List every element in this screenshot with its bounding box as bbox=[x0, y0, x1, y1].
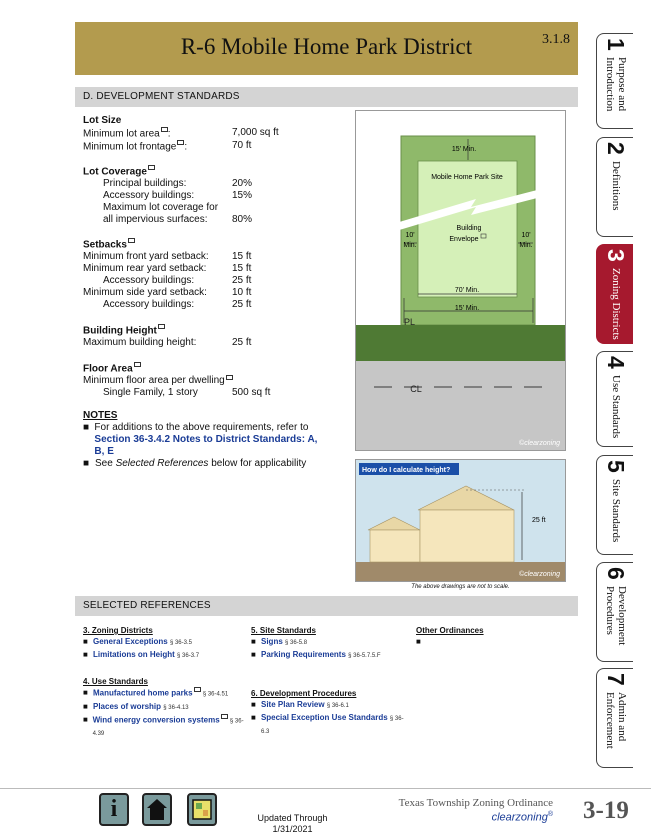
reference-heading[interactable]: 4. Use Standards bbox=[83, 677, 148, 686]
footnote-icon[interactable] bbox=[148, 165, 155, 170]
side-setback-left-label: 10' bbox=[405, 232, 415, 239]
standard-row: Minimum lot frontage : 70 ft bbox=[83, 140, 252, 153]
ordinance-name: Texas Township Zoning Ordinance bbox=[398, 797, 553, 809]
property-line-label: PL bbox=[404, 317, 416, 327]
notes-district-standards-link[interactable]: Section 36-3.4.2 Notes to District Standards: A, B, E bbox=[94, 434, 318, 457]
standard-row bbox=[83, 202, 283, 214]
section-number: 3.1.8 bbox=[542, 32, 570, 47]
list-item: ■ Parking Requirements § 36-5.7.5.F bbox=[251, 650, 381, 659]
footnote-icon[interactable] bbox=[226, 375, 233, 380]
height-diagram bbox=[355, 459, 566, 582]
reference-link[interactable]: Signs bbox=[261, 637, 283, 646]
standard-row bbox=[83, 263, 251, 275]
standard-value: 7,000 sq ft bbox=[232, 127, 279, 138]
height-diagram-svg bbox=[356, 460, 565, 581]
standard-label: Minimum front yard setback: bbox=[83, 251, 209, 263]
references-use bbox=[83, 676, 248, 740]
standard-label: Accessory buildings: bbox=[103, 299, 195, 311]
footnote-icon[interactable] bbox=[134, 362, 141, 367]
list-item: ■ Manufactured home parks § 36-4.51 bbox=[83, 688, 229, 698]
updated-date: 1/31/2021 bbox=[272, 824, 313, 834]
brand-text: clearzoning bbox=[491, 811, 548, 824]
reference-link[interactable]: Places of worship bbox=[93, 701, 162, 711]
tab-label: Zoning Districts bbox=[610, 267, 622, 340]
reference-link[interactable]: Limitations on Height bbox=[93, 650, 175, 659]
reference-link[interactable]: Wind energy conversion systems bbox=[92, 715, 220, 725]
footnote-icon[interactable] bbox=[158, 324, 165, 329]
tab-zoning-districts[interactable] bbox=[596, 244, 633, 344]
standard-label: Minimum side yard setback: bbox=[83, 287, 207, 299]
tab-admin-enforcement[interactable] bbox=[596, 668, 633, 768]
brand-mark: ® bbox=[547, 811, 553, 818]
tab-label: Purpose and Introduction bbox=[604, 56, 628, 112]
setbacks-heading: Setbacks bbox=[83, 239, 127, 251]
standard-label: Maximum lot coverage for bbox=[103, 202, 219, 214]
tab-site-standards[interactable] bbox=[596, 455, 633, 555]
lot-setback-diagram bbox=[355, 110, 566, 451]
reference-link[interactable]: Manufactured home parks bbox=[93, 688, 193, 698]
reference-section: § 36-3.5 bbox=[169, 640, 192, 646]
list-item: ■ bbox=[416, 637, 421, 646]
standard-value: 500 sq ft bbox=[232, 387, 271, 399]
tab-number: 5 bbox=[603, 460, 629, 473]
map-icon[interactable] bbox=[187, 793, 217, 826]
site-label: Mobile Home Park Site bbox=[431, 174, 503, 181]
side-setback-right-label: Min. bbox=[519, 242, 533, 249]
standard-value: 80% bbox=[232, 214, 253, 226]
reference-heading[interactable]: 6. Development Procedures bbox=[251, 689, 357, 698]
envelope-label: Building bbox=[456, 225, 482, 232]
standard-row bbox=[83, 251, 251, 263]
selected-references-bar: SELECTED REFERENCES bbox=[75, 596, 578, 616]
list-item: ■ Special Exception Use Standards § 36-6.3 bbox=[251, 713, 404, 735]
list-item: ■ See Selected References below for applicability bbox=[83, 458, 307, 469]
list-item: ■ For additions to the above requirements, refer to Section 36-3.4.2 Notes to District Standards: A, B, E bbox=[83, 422, 318, 457]
lot-size-block bbox=[83, 115, 279, 154]
standard-row bbox=[83, 190, 283, 202]
reference-section: § 36-4.13 bbox=[163, 704, 189, 711]
page-title: R-6 Mobile Home Park District bbox=[180, 34, 473, 59]
standard-label: Minimum lot frontage bbox=[83, 141, 177, 153]
floor-area-block bbox=[83, 362, 270, 399]
standard-value: 10 ft bbox=[232, 287, 252, 299]
standard-value: 25 ft bbox=[232, 337, 252, 349]
note-text: See bbox=[95, 458, 116, 469]
standard-value: 15 ft bbox=[232, 251, 252, 263]
footnote-icon[interactable] bbox=[177, 140, 184, 145]
front-setback-label: 15' Min. bbox=[451, 146, 477, 153]
note-emphasis: Selected References bbox=[115, 458, 209, 469]
reference-heading[interactable]: 3. Zoning Districts bbox=[83, 626, 153, 635]
tab-label: Admin and Enforcement bbox=[604, 691, 628, 749]
lot-width-label: 70' Min. bbox=[454, 287, 480, 294]
standard-label: Single Family, 1 story bbox=[103, 387, 198, 399]
list-item: ■ Signs § 36-5.8 bbox=[251, 637, 308, 646]
reference-heading[interactable]: Other Ordinances bbox=[416, 626, 484, 635]
map-glyph bbox=[189, 795, 215, 824]
tab-label: Site Standards bbox=[610, 478, 622, 543]
page-header bbox=[75, 22, 578, 75]
standard-label: Principal buildings: bbox=[103, 178, 187, 190]
reference-link[interactable]: Site Plan Review bbox=[261, 700, 325, 709]
reference-heading[interactable]: 5. Site Standards bbox=[251, 626, 316, 635]
notes-heading: NOTES bbox=[83, 410, 118, 421]
note-text: For additions to the above requirements, refer to bbox=[94, 422, 309, 433]
reference-section: § 36-5.7.5.F bbox=[348, 653, 381, 659]
standard-value: 20% bbox=[232, 178, 253, 190]
list-item: ■ Site Plan Review § 36-6.1 bbox=[251, 700, 349, 709]
standard-row bbox=[83, 375, 270, 387]
street bbox=[356, 361, 565, 450]
standard-label: Accessory buildings: bbox=[103, 275, 195, 287]
standard-value: 15 ft bbox=[232, 263, 252, 275]
lot-coverage-block bbox=[83, 165, 283, 226]
standard-row bbox=[83, 337, 251, 349]
tab-number: 3 bbox=[603, 249, 629, 262]
envelope-label: Envelope bbox=[449, 236, 479, 243]
info-icon[interactable] bbox=[99, 793, 129, 826]
tab-number: 4 bbox=[603, 356, 629, 369]
height-label: 25 ft bbox=[532, 517, 546, 524]
small-house bbox=[370, 530, 420, 562]
reference-section: § 36-6.3 bbox=[260, 716, 404, 735]
standard-label: Maximum building height: bbox=[83, 337, 197, 349]
standard-label: Minimum lot area bbox=[83, 128, 160, 140]
tab-purpose-introduction[interactable] bbox=[596, 33, 633, 129]
footnote-icon[interactable] bbox=[161, 127, 168, 132]
list-item: ■ Limitations on Height § 36-3.7 bbox=[83, 650, 200, 659]
floor-area-heading: Floor Area bbox=[83, 363, 133, 375]
standard-label: Accessory buildings: bbox=[103, 190, 195, 202]
reference-section: § 36-3.7 bbox=[177, 653, 200, 659]
references-zoning bbox=[83, 625, 248, 662]
tab-number: 6 bbox=[603, 567, 629, 580]
footer-divider bbox=[0, 788, 651, 789]
tab-number: 1 bbox=[603, 38, 629, 51]
footnote-icon[interactable] bbox=[194, 687, 201, 692]
updated-label: Updated Through bbox=[257, 813, 328, 823]
standard-label: Minimum floor area per dwelling bbox=[83, 375, 225, 387]
tab-number: 2 bbox=[603, 142, 629, 155]
credit-label: ©clearzoning bbox=[519, 571, 560, 578]
side-setback-left-label: Min. bbox=[403, 242, 417, 249]
references-other bbox=[416, 625, 526, 647]
tab-use-standards[interactable] bbox=[596, 351, 633, 447]
lot-diagram-svg bbox=[356, 111, 565, 450]
side-setback-right-label: 10' bbox=[521, 232, 531, 239]
reference-link[interactable]: Parking Requirements bbox=[261, 650, 346, 659]
credit-label: ©clearzoning bbox=[519, 440, 560, 447]
tab-label: Use Standards bbox=[610, 374, 622, 439]
standard-row: Minimum lot area : 7,000 sq ft bbox=[83, 127, 279, 140]
notes-block bbox=[83, 410, 328, 470]
footnote-icon[interactable] bbox=[128, 238, 135, 243]
standard-row bbox=[83, 275, 251, 287]
building-height-heading: Building Height bbox=[83, 325, 157, 337]
standard-value: 25 ft bbox=[232, 275, 252, 287]
standard-row bbox=[83, 214, 283, 226]
standard-value: 25 ft bbox=[232, 299, 252, 311]
grass-strip bbox=[356, 325, 565, 361]
standard-row bbox=[83, 299, 251, 311]
centerline-label: CL bbox=[410, 384, 422, 394]
rear-setback-label: 15' Min. bbox=[454, 305, 480, 312]
list-item: ■ Wind energy conversion systems § 36-4.39 bbox=[83, 714, 244, 738]
standard-label: all impervious surfaces: bbox=[103, 214, 208, 226]
brand-name bbox=[430, 811, 553, 824]
standard-row bbox=[83, 178, 283, 190]
height-diagram-title[interactable]: How do I calculate height? bbox=[362, 467, 451, 474]
lot-size-heading: Lot Size bbox=[83, 115, 122, 126]
reference-section: § 36-4.39 bbox=[92, 718, 244, 738]
references-site bbox=[251, 625, 411, 662]
standard-row bbox=[83, 387, 270, 399]
standard-value: 15% bbox=[232, 190, 253, 202]
references-procedures bbox=[251, 688, 411, 738]
setbacks-block bbox=[83, 238, 251, 311]
reference-link[interactable]: General Exceptions bbox=[93, 637, 168, 646]
tab-number: 7 bbox=[603, 673, 629, 686]
building-height-block bbox=[83, 324, 251, 349]
home-icon[interactable] bbox=[142, 793, 172, 826]
page-number: 3-19 bbox=[583, 797, 629, 824]
lot-coverage-heading: Lot Coverage bbox=[83, 166, 147, 178]
standard-row bbox=[83, 287, 251, 299]
development-standards-bar: D. DEVELOPMENT STANDARDS bbox=[75, 87, 578, 107]
reference-section: § 36-5.8 bbox=[285, 640, 308, 646]
standard-label: Minimum rear yard setback: bbox=[83, 263, 207, 275]
footnote-icon[interactable] bbox=[221, 714, 228, 719]
tab-development-procedures[interactable] bbox=[596, 562, 633, 662]
drawing-caption: The above drawings are not to scale. bbox=[411, 584, 510, 590]
reference-section: § 36-6.1 bbox=[326, 703, 349, 709]
standard-value: 70 ft bbox=[232, 140, 252, 152]
tab-definitions[interactable] bbox=[596, 137, 633, 237]
updated-through bbox=[250, 813, 335, 835]
tab-label: Development Procedures bbox=[604, 585, 628, 646]
note-text: below for applicability bbox=[208, 458, 307, 469]
list-item: ■ General Exceptions § 36-3.5 bbox=[83, 637, 192, 646]
info-glyph: i bbox=[110, 796, 118, 822]
home-glyph bbox=[144, 795, 170, 824]
tab-label: Definitions bbox=[610, 160, 622, 211]
list-item: ■ Places of worship § 36-4.13 bbox=[83, 701, 189, 711]
large-house bbox=[420, 510, 514, 562]
reference-section: § 36-4.51 bbox=[202, 691, 229, 698]
reference-link[interactable]: Special Exception Use Standards bbox=[260, 713, 388, 722]
